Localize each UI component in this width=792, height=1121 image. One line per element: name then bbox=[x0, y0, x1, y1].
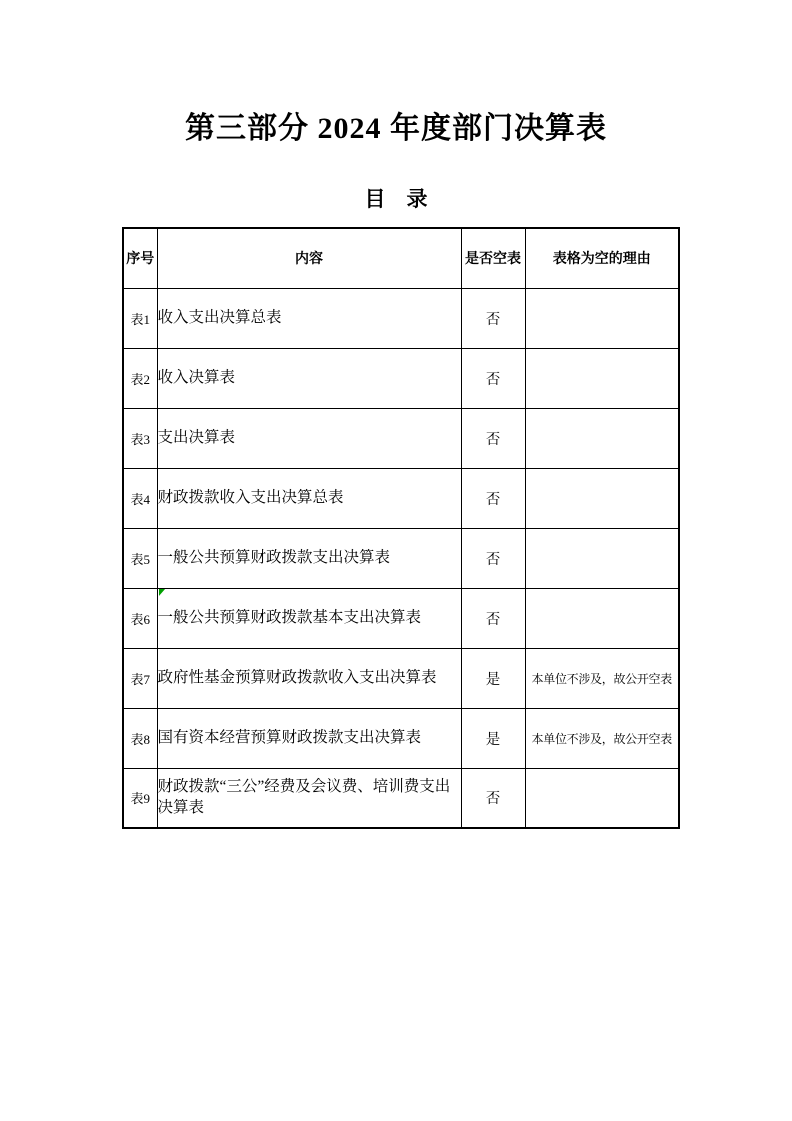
cell-is-empty: 否 bbox=[461, 768, 525, 828]
cell-content bbox=[157, 648, 461, 708]
page-title: 第三部分 2024 年度部门决算表 bbox=[185, 112, 607, 145]
cell-reason bbox=[525, 408, 679, 468]
cell-seq: 表3 bbox=[123, 408, 157, 468]
cell-content-text: 收入决算表 bbox=[157, 368, 236, 386]
table-row bbox=[123, 708, 679, 768]
cell-is-empty: 是 bbox=[461, 708, 525, 768]
table-row bbox=[123, 468, 679, 528]
cell-seq: 表7 bbox=[123, 648, 157, 708]
cell-reason bbox=[525, 528, 679, 588]
cell-content bbox=[157, 588, 461, 648]
cell-reason bbox=[525, 468, 679, 528]
cell-is-empty: 否 bbox=[461, 468, 525, 528]
cell-seq: 表9 bbox=[123, 768, 157, 828]
toc-table bbox=[122, 227, 680, 829]
column-header-seq: 序号 bbox=[123, 228, 157, 288]
table-row bbox=[123, 348, 679, 408]
cell-content-text: 一般公共预算财政拨款支出决算表 bbox=[157, 548, 391, 566]
cell-content-text: 一般公共预算财政拨款基本支出决算表 bbox=[157, 608, 422, 626]
table-row bbox=[123, 528, 679, 588]
cell-seq: 表1 bbox=[123, 288, 157, 348]
cell-content-text: 政府性基金预算财政拨款收入支出决算表 bbox=[157, 668, 437, 686]
cell-content-text: 国有资本经营预算财政拨款支出决算表 bbox=[157, 728, 422, 746]
cell-reason bbox=[525, 288, 679, 348]
corner-marker-icon bbox=[159, 589, 166, 597]
cell-content-text: 支出决算表 bbox=[157, 428, 236, 446]
cell-content-text: 收入支出决算总表 bbox=[157, 308, 282, 326]
cell-seq: 表5 bbox=[123, 528, 157, 588]
table-row bbox=[123, 768, 679, 828]
cell-is-empty: 否 bbox=[461, 588, 525, 648]
table-row bbox=[123, 408, 679, 468]
cell-is-empty: 否 bbox=[461, 528, 525, 588]
cell-reason bbox=[525, 588, 679, 648]
cell-reason: 本单位不涉及，故公开空表 bbox=[525, 708, 679, 768]
cell-seq: 表6 bbox=[123, 588, 157, 648]
table-row bbox=[123, 588, 679, 648]
cell-seq: 表4 bbox=[123, 468, 157, 528]
cell-reason bbox=[525, 348, 679, 408]
cell-content-text: 财政拨款收入支出决算总表 bbox=[157, 488, 344, 506]
cell-content bbox=[157, 288, 461, 348]
table-row bbox=[123, 288, 679, 348]
cell-content bbox=[157, 528, 461, 588]
cell-is-empty: 否 bbox=[461, 348, 525, 408]
toc-heading: 目 录 bbox=[364, 187, 428, 211]
cell-seq: 表8 bbox=[123, 708, 157, 768]
column-header-is-empty: 是否空表 bbox=[461, 228, 525, 288]
cell-seq: 表2 bbox=[123, 348, 157, 408]
column-header-content: 内容 bbox=[157, 228, 461, 288]
cell-content-text: 财政拨款“三公”经费及会议费、培训费支出决算表 bbox=[157, 777, 451, 816]
cell-content bbox=[157, 348, 461, 408]
cell-content bbox=[157, 708, 461, 768]
table-header-row bbox=[123, 228, 679, 288]
cell-content bbox=[157, 408, 461, 468]
cell-is-empty: 否 bbox=[461, 408, 525, 468]
cell-content bbox=[157, 768, 461, 828]
column-header-reason: 表格为空的理由 bbox=[525, 228, 679, 288]
cell-is-empty: 是 bbox=[461, 648, 525, 708]
cell-reason bbox=[525, 768, 679, 828]
cell-is-empty: 否 bbox=[461, 288, 525, 348]
cell-content bbox=[157, 468, 461, 528]
cell-reason: 本单位不涉及，故公开空表 bbox=[525, 648, 679, 708]
table-row bbox=[123, 648, 679, 708]
